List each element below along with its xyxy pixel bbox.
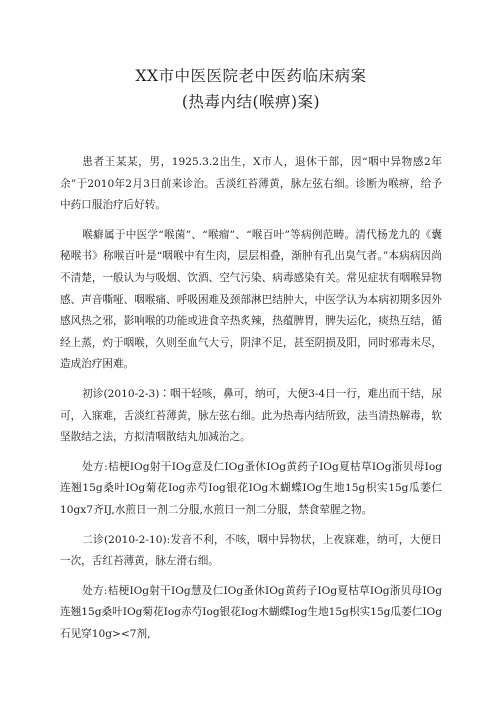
paragraph-patient-info: 患者王某某，男，1925.3.2出生，X市人，退休干部，因“咽中异物感2年余”于2010年2月3日前来诊治。舌淡红苔薄黄，脉左弦右细。诊断为喉痹，给予中药口服治疗后好转。 xyxy=(60,156,442,212)
document-body xyxy=(60,152,442,645)
paragraph-second-visit: 二诊(2010-2-10):发音不利，不咳，咽中异物状，上夜寐难，纳可，大便日一次，舌红苔薄黄，脉左滑右细。 xyxy=(60,533,442,568)
paragraph-second-prescription: 处方:桔梗IOg射干IOg慧及仁IOg蚤休IOg黄药子IOg夏枯草IOg浙贝母IOg连翘15g桑叶IOg菊花Iog赤芍Iog银花Iog木蝴蝶Iog生地15g枳实15g瓜萎仁IOg石见穿10g><7剂, xyxy=(60,584,442,640)
paragraph-disease-background: 喉癖属于中医学“喉菌”、“喉瘤”、“喉百叶”等病例范畴。清代杨龙九的《囊秘喉书》称喉百叶是“咽喉中有生肉，层层相叠，渐肿有孔出臭气者。”本病病因尚不清楚，一般认为与吸烟、饮酒、空气污染、病毒感染有关。常见症状有咽喉异物感、声音嘶哑、咽喉痛、呼吸困难及颈部淋巴结肿大，中医学认为本病初期多因外感风热之邪，影响喉的功能或进食辛热炙辣，热蕴脾胃，脾失运化，痰热互结，循经上蒸，灼于咽喉，久则至血气大亏，阴津不足，甚至阴损及阳，同时邪毒未尽，造成治疗困难。 xyxy=(60,228,442,371)
paragraph-first-visit: 初诊(2010-2-3)∶咽干轻咳，鼻可，纳可，大便3-4日一行，难出而干结，尿可，入寐难，舌淡红苔薄黄，脉左弦右细。此为热毒内结所致，法当清热解毒，软坚散结之法，方拟清咽散结丸加减治之。 xyxy=(60,387,442,444)
paragraph-first-prescription: 处方:桔梗IOg射干IOg意及仁IOg蚤休IOg黄药子IOg夏枯草IOg浙贝母Iog连翘15g桑叶IOg菊花Iog赤芍Iog银花IOg木蝴蝶IOg生地15g枳实15g瓜萎仁10gx7齐IJ,水煎日一剂二分服,水煎日一剂二分服，禁食荤腥之物。 xyxy=(60,460,442,516)
page-subtitle: (热毒内结(喉痹)案) xyxy=(181,93,321,111)
page-title: XX市中医医院老中医药临床病案 xyxy=(135,67,367,85)
